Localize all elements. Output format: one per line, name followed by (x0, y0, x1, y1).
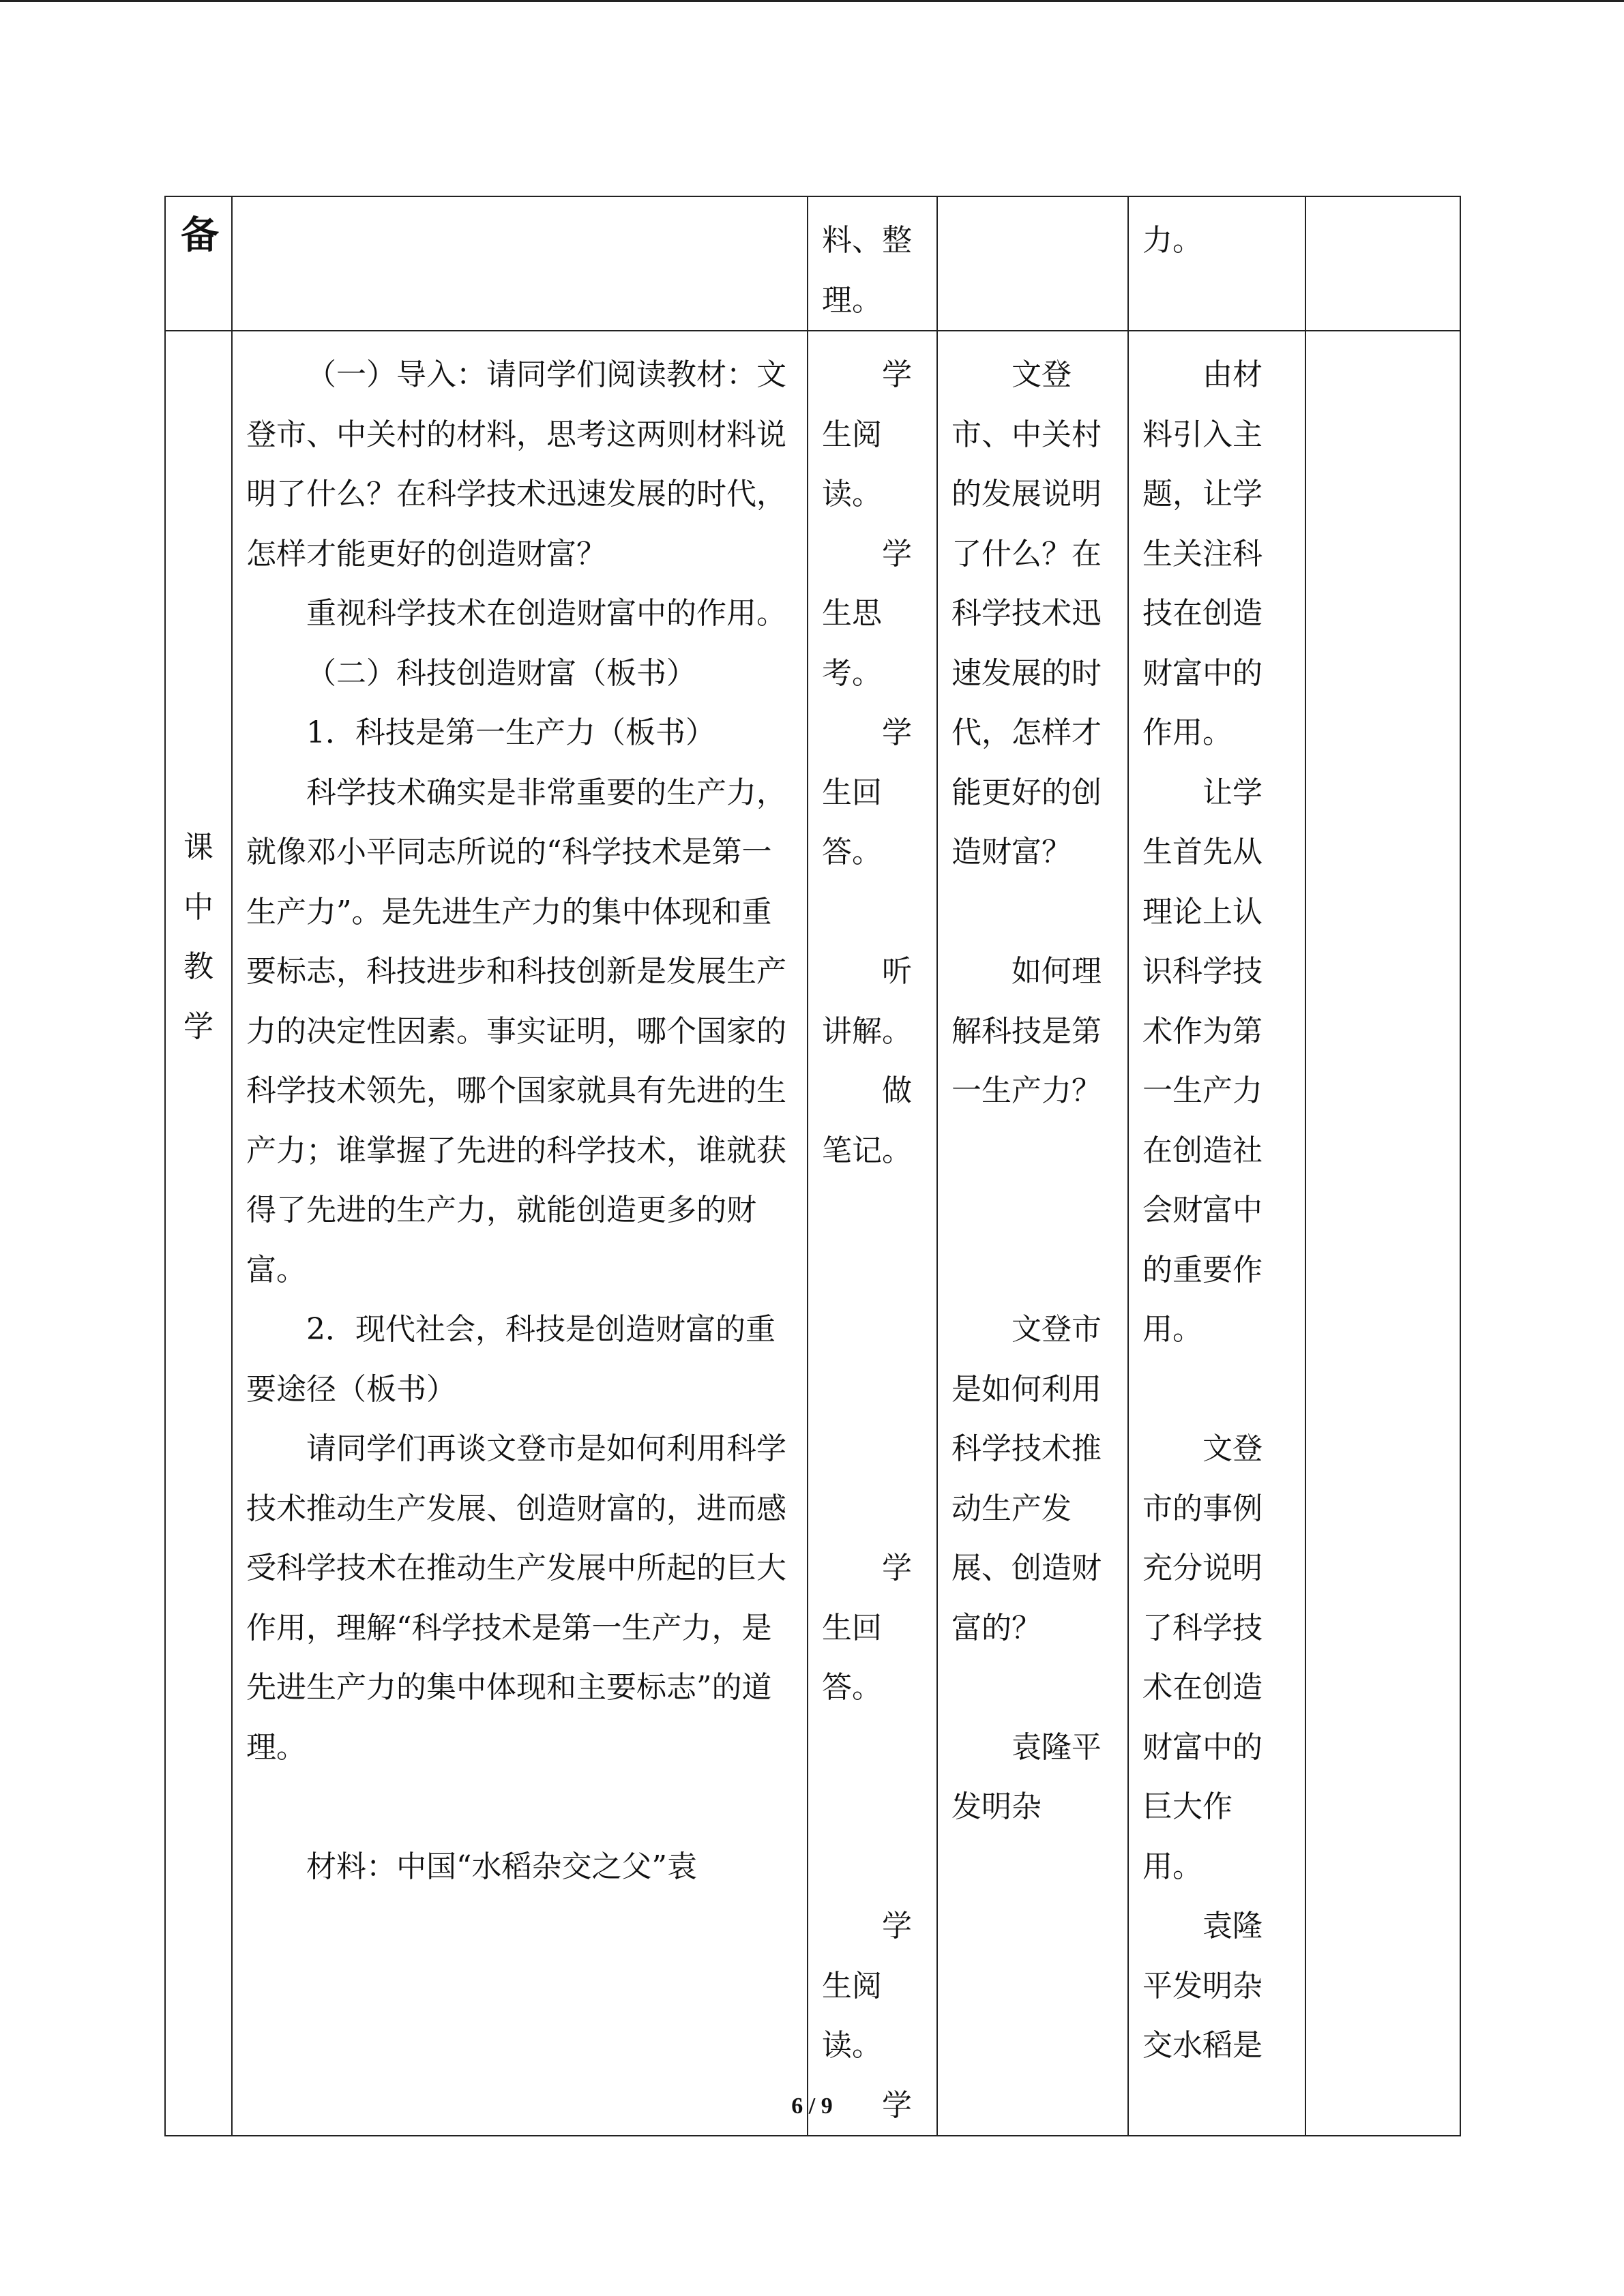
paragraph: 科学技术确实是非常重要的生产力，就像邓小平同志所说的“科学技术是第一生产力”。是先进生产力的集中体现和重要标志，科技进步和科技创新是发展生产力的决定性因素。事实证明，哪个国家的科学技术领先，哪个国家就具有先进的生产力；谁掌握了先进的科学技术，谁就获得了先进的生产力，就能创造更多的财富。 (246, 775, 786, 1287)
paragraph: 重视科学技术在创造财富中的作用。 (306, 596, 786, 631)
cell-text: 力。 (1142, 223, 1202, 258)
cell-text: 如何理解科技是第一生产力？ (951, 954, 1102, 1108)
lesson-plan-table (164, 196, 1461, 2136)
paragraph: 请同学们再谈文登市是如何利用科学技术推动生产发展、创造财富的，进而感受科学技术在推动生产发展中所起的巨大作用，理解“科学技术是第一生产力，是先进生产力的集中体现和主要标志”的道理。 (246, 1431, 786, 1765)
row-label: 备 (181, 213, 219, 258)
cell-text: 文登市、中关村的发展说明了什么？在科学技术迅速发展的时代，怎样才能更好的创造财富？ (951, 357, 1102, 869)
intent-cell (1128, 331, 1305, 2136)
cell-text: 学生阅读。 (822, 357, 912, 511)
row-label-cell (165, 331, 232, 2136)
cell-text: 文登市的事例充分说明了科学技术在创造财富中的巨大作用。 (1142, 1431, 1263, 1884)
table-row (165, 196, 1460, 331)
label-char: 学 (183, 1009, 213, 1044)
cell-text: 料、整 (822, 223, 912, 258)
vertical-label (166, 331, 231, 1056)
cell-text: 学生回答。 (822, 1551, 912, 1705)
paragraph: （一）导入：请同学们阅读教材：文登市、中关村的材料，思考这两则材料说明了什么？在科学技术迅速发展的时代，怎样才能更好的创造财富？ (246, 357, 786, 571)
intent-cell (1128, 196, 1305, 331)
question-cell (937, 331, 1128, 2136)
label-char: 中 (183, 889, 213, 925)
notes-cell (1305, 196, 1460, 331)
cell-text: 学生思考。 (822, 536, 912, 691)
cell-text: 让学生首先从理论上认识科学技术作为第一生产力在创造社会财富中的重要作用。 (1142, 775, 1263, 1347)
page-number: 6 / 9 (791, 2093, 833, 2119)
row-label-cell (165, 196, 232, 331)
paragraph: （二）科技创造财富（板书） (306, 655, 696, 691)
cell-text: 理。 (822, 282, 882, 318)
cell-text: 听讲解。 (822, 954, 912, 1049)
question-cell (937, 196, 1128, 331)
cell-text: 学 (882, 2087, 912, 2123)
paragraph: 2．现代社会，科技是创造财富的重要途径（板书） (246, 1312, 776, 1407)
content-cell (232, 331, 808, 2136)
cell-text: 袁隆平发明杂 (951, 1729, 1102, 1824)
paragraph: 材料：中国“水稻杂交之父”袁 (306, 1849, 697, 1884)
label-char: 教 (183, 949, 213, 984)
cell-text: 由材料引入主题，让学生关注科技在创造财富中的作用。 (1142, 357, 1263, 750)
notes-cell (1305, 331, 1460, 2136)
student-activity-cell (808, 196, 937, 331)
content-cell (232, 196, 808, 331)
student-activity-cell (808, 331, 937, 2136)
label-char: 课 (183, 830, 213, 865)
cell-text: 做笔记。 (822, 1073, 912, 1168)
cell-text: 学生阅读。 (822, 1909, 912, 2063)
cell-text: 文登市是如何利用科学技术推动生产发展、创造财富的？ (951, 1312, 1102, 1645)
cell-text: 袁隆平发明杂交水稻是 (1142, 1909, 1263, 2063)
top-border (0, 0, 1624, 2)
paragraph: 1．科技是第一生产力（板书） (306, 715, 715, 750)
cell-text: 学生回答。 (822, 715, 912, 869)
table-row (165, 331, 1460, 2136)
